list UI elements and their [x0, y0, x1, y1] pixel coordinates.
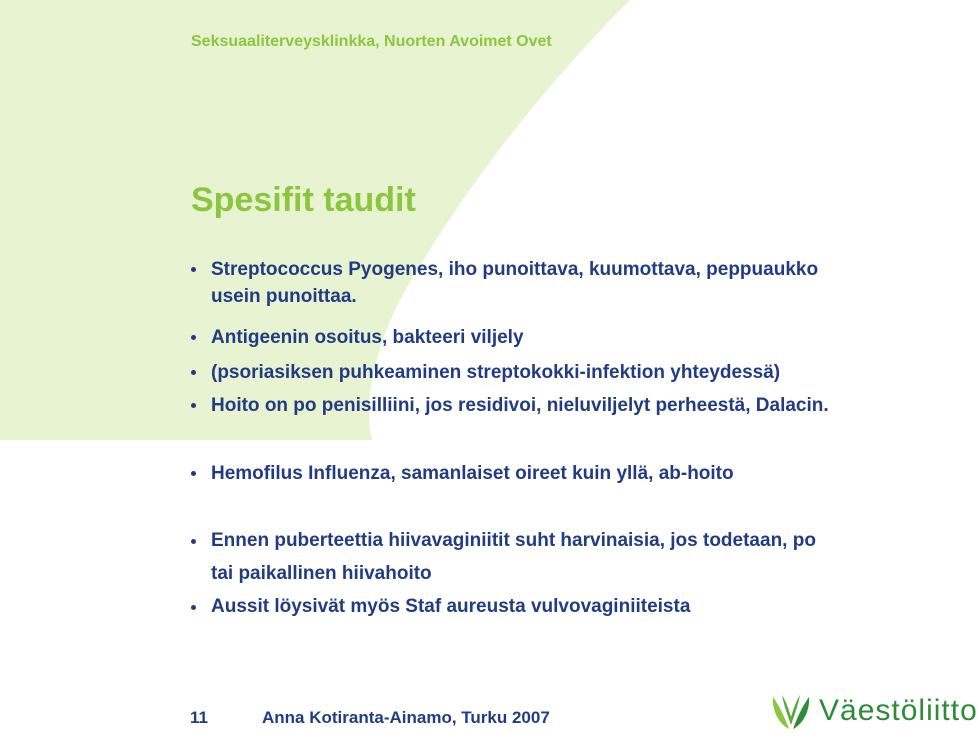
bullet-dot	[191, 335, 196, 340]
bullet-2: Antigeenin osoitus, bakteeri viljely	[211, 327, 524, 348]
bullet-7: Aussit löysivät myös Staf aureusta vulvovaginiiteista	[211, 596, 691, 617]
bullet-6-line-1: Ennen puberteettia hiivavaginiitit suht harvinaisia, jos todetaan, po	[211, 530, 816, 551]
vaestoliitto-logo	[768, 691, 978, 735]
bullet-dot	[191, 370, 196, 375]
footer-author: Anna Kotiranta-Ainamo, Turku 2007	[262, 708, 550, 727]
bullet-4: Hoito on po penisilliini, jos residivoi, nieluviljelyt perheestä, Dalacin.	[211, 395, 829, 416]
leaf-icon	[768, 691, 814, 735]
bullet-1-line-2: usein punoittaa.	[211, 286, 357, 307]
bullet-6-line-2: tai paikallinen hiivahoito	[211, 563, 432, 584]
bullet-dot	[191, 539, 196, 544]
logo-text: Väestöliitto	[819, 694, 978, 727]
bullet-dot	[191, 471, 196, 476]
bullet-dot	[191, 267, 196, 272]
bullet-5: Hemofilus Influenza, samanlaiset oireet kuin yllä, ab-hoito	[211, 463, 734, 484]
header-title: Seksuaaliterveysklinkka, Nuorten Avoimet Ovet	[191, 33, 552, 50]
bullet-dot	[191, 403, 196, 408]
bullet-1-line-1: Streptococcus Pyogenes, iho punoittava, kuumottava, peppuaukko	[211, 259, 819, 280]
bullet-3: (psoriasiksen puhkeaminen streptokokki-infektion yhteydessä)	[211, 362, 781, 383]
bullet-dot	[191, 605, 196, 610]
page-number: 11	[190, 708, 208, 727]
page-title: Spesifit taudit	[191, 181, 416, 219]
